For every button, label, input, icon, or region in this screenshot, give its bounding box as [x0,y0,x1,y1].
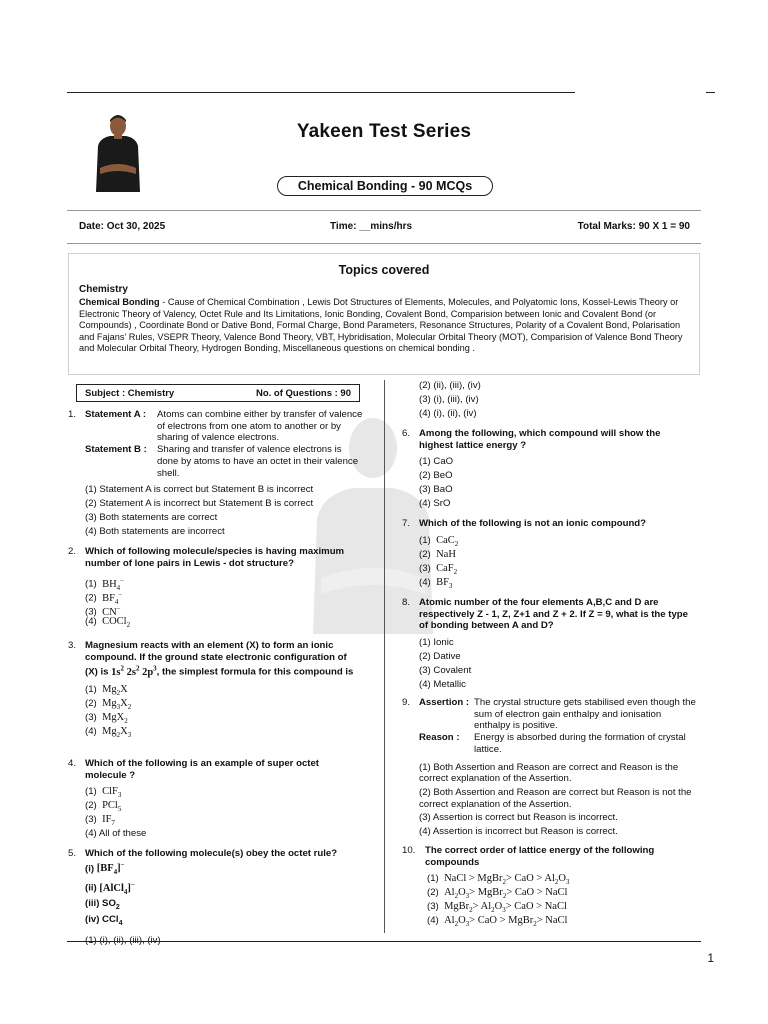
question-10 [402,845,702,928]
option[interactable] [85,573,364,592]
option[interactable]: (3) (i), (iii), (iv) [419,394,479,405]
species-item [85,879,364,898]
page-number: 1 [707,951,714,965]
option[interactable] [419,562,694,576]
species-item: (iv) CCl$_4$ [85,913,123,927]
option-formula: $Al_2O_3>$ CaO > MgBr$_2$> NaCl [444,915,568,929]
question-5 [68,848,364,948]
question-number: 2. [68,546,77,557]
meta-rule [67,243,701,244]
footer-rule [67,941,701,942]
option-formula: PCl$_5$ [102,800,122,814]
option-formula: $BF_3$ [436,576,453,590]
statement-b-text: Sharing and transfer of valence electrons is done by atoms to have an octet in their valence shell. [157,444,359,479]
option-formula: $Mg_3X_2$ [102,697,132,711]
question-6 [402,428,694,511]
option-number: (2) [85,592,97,604]
option[interactable] [427,900,702,914]
option[interactable] [85,785,358,799]
option-number: (4) [427,915,439,927]
option-number: (1) [427,873,439,885]
electron-configuration: $1s^2$ $2s^2$ $2p^3$ [111,664,157,678]
question-1 [68,409,364,539]
option-number: (3) [419,562,431,574]
option-formula: NaH [436,548,456,560]
option[interactable]: (1) Both Assertion and Reason are correct and Reason is the correct explanation of the Assertion. [419,761,679,785]
option[interactable]: (4) Assertion is incorrect but Reason is correct. [419,826,618,838]
option[interactable] [85,813,358,827]
question-5-continued [402,379,702,421]
option-formula: $IF_7$ [102,814,115,828]
option-formula: ClF$_3$ [102,786,122,800]
question-text-part: , the simplest formula for this compound is [156,666,354,678]
reason-text: Energy is absorbed during the formation of crystal lattice. [474,732,686,755]
option[interactable] [85,711,358,725]
option[interactable]: (1) Statement A is correct but Statement B is incorrect [85,484,314,496]
option[interactable]: (1) (i), (ii), (iii), (iv) [85,934,161,946]
option[interactable]: (4) SrO [419,498,451,510]
top-rule [67,92,575,93]
question-text: Which of the following molecule(s) obey the octet rule? [85,848,338,859]
option-number: (1) [85,578,97,590]
option-number: (2) [85,697,97,709]
option[interactable] [419,576,694,590]
option[interactable] [427,914,702,928]
option-formula: $BH_4^-$ [102,576,125,592]
option[interactable] [427,886,702,900]
topics-chapter: Chemical Bonding [79,297,160,307]
option-number: (4) [85,616,97,628]
question-7 [402,518,694,590]
topics-subject: Chemistry [79,284,128,295]
reason-label: Reason : [419,732,460,744]
column-divider [384,380,385,933]
option-formula: $Mg_2X$ [102,683,128,697]
subject-label: Subject : Chemistry [85,388,175,399]
option[interactable] [85,725,358,739]
date-label: Date: Oct 30, 2025 [79,221,166,232]
topics-box [68,253,700,375]
option-number: (2) [419,548,431,560]
option-formula: CaF$_2$ [436,562,458,576]
option[interactable]: (2) Both Assertion and Reason are correct but Reason is not the correct explanation of the Assertion. [419,786,692,810]
species-label: (iii) SO [85,898,116,910]
question-text [85,640,358,679]
option-formula: COCl$_2$ [102,616,131,630]
top-rule-short [706,92,715,93]
option[interactable]: (2) Dative [419,651,461,663]
test-subtitle-pill: Chemical Bonding - 90 MCQs [277,176,493,196]
option-formula: $Al_2O_3>$ MgBr$_2$> CaO > NaCl [444,887,568,901]
question-number: 5. [68,848,77,859]
time-label: Time: __mins/hrs [330,221,413,232]
species-list [85,860,364,930]
option[interactable] [419,548,694,562]
species-formula: $[BF_4]^-$ [96,860,125,877]
statement-b-label: Statement B : [85,444,147,456]
question-number: 7. [402,518,411,529]
question-count-label: No. of Questions : 90 [255,388,351,399]
option-number: (3) [85,711,97,723]
topics-list: - Cause of Chemical Combination , Lewis Dot Structures of Elements, Molecules, and Polyatomic Ions, Kossel-Lewis Theory or Electronic Theory of Valency, Octet Rule and Its Limitations, Ionic Bonding, Covalent Bond, Comparision between Ionic and Covalent Bond (or Compounds) , Coordinate Bond or Dative Bond, Formal Charge, Bond Parameters, Resonance Structures, Polarity of a Covalent Bond, Polarisation and Fajans' Rules, VSEPR Theory, Valence Bond Theory, VBT, Hybridisation, Molecular Orbital Theory (MOT), Comparision of Valence Bond Theory and Molecular Orbital Theory, Hydrogen Bonding, Miscellaneous questions on chemical bonding . [79,297,683,354]
species-label: (ii) [85,882,97,894]
option[interactable]: (3) Assertion is correct but Reason is incorrect. [419,812,618,824]
option[interactable]: (2) Statement A is incorrect but Statement B is correct [85,498,314,510]
question-number: 1. [68,409,77,420]
option-formula: $Mg_2X_3$ [102,725,132,739]
question-text: The correct order of lattice energy of the following compounds [425,845,655,868]
assertion-label: Assertion : [419,697,470,708]
question-text: Which of the following is an example of super octet molecule ? [85,758,320,781]
species-item: (iii) $SO_2$ [85,898,120,912]
page-title: Yakeen Test Series [296,121,472,142]
species-label: (i) [85,863,95,875]
question-9 [402,697,700,838]
option-number: (3) [85,606,97,618]
question-number: 6. [402,428,411,439]
option[interactable] [85,697,358,711]
header-rule [67,210,701,211]
option[interactable]: (4) Both statements are incorrect [85,526,225,538]
question-text-part: Magnesium reacts with an element (X) to form an ionic compound. If the ground state electronic configuration of (X) is [85,640,347,678]
question-number: 10. [402,845,416,856]
question-text: Which of the following is not an ionic compound? [419,518,647,529]
question-4 [68,758,358,841]
option-number: (4) [419,576,431,588]
question-3 [68,640,358,739]
question-text: Which of following molecule/species is having maximum number of lone pairs in Lewis - dot structure? [85,546,345,569]
option[interactable]: (4) (i), (ii), (iv) [419,408,477,419]
species-item [85,860,364,879]
subject-box [76,384,360,402]
option[interactable] [85,601,364,618]
statement-a-label: Statement A : [85,409,147,420]
option[interactable]: (1) CaO [419,456,454,468]
option-formula: CaC$_2$ [436,534,459,548]
option[interactable]: (3) Both statements are correct [85,512,218,524]
option-formula: MgBr$_2$> $Al_2O_3>$ CaO > NaCl [444,901,567,915]
question-8 [402,597,694,692]
option-number: (1) [85,683,97,695]
option[interactable]: (2) BeO [419,470,453,482]
option[interactable] [85,615,364,629]
topics-description [79,297,691,355]
option-number: (1) [85,786,97,798]
species-formula: [AlCl$_4$]− [99,880,135,896]
option[interactable]: (3) Covalent [419,665,472,677]
option[interactable] [85,587,364,606]
option[interactable]: (2) (ii), (iii), (iv) [419,380,481,391]
option[interactable]: (1) Ionic [419,637,454,649]
option-formula: $BF_4^-$ [102,590,123,606]
option-number: (2) [427,887,439,899]
option-number: (4) [85,725,97,737]
option-number: (2) [85,800,97,812]
option-formula: MgX$_2$ [102,711,128,725]
option-number: (1) [419,534,431,546]
option[interactable] [85,799,358,813]
topics-heading: Topics covered [338,263,430,277]
option[interactable] [419,534,694,548]
species-label: (iv) CCl [85,913,119,925]
question-text: Atomic number of the four elements A,B,C and D are respectively Z - 1, Z, Z+1 and Z + 2. If Z = 9, what is the type of bonding between A and D? [419,597,688,632]
option[interactable]: (4) All of these [85,828,147,840]
statement-a-text: Atoms can combine either by transfer of valence of electrons from one atom to another or by sharing of valence electrons. [157,409,363,444]
question-number: 9. [402,697,411,708]
option[interactable] [427,872,702,886]
option-number: (3) [427,901,439,913]
total-marks-label: Total Marks: 90 X 1 = 90 [577,221,690,232]
question-2 [68,546,364,629]
question-number: 4. [68,758,77,769]
question-number: 3. [68,640,77,651]
option[interactable]: (4) Metallic [419,679,466,691]
option[interactable]: (3) BaO [419,484,453,496]
question-number: 8. [402,597,411,608]
option[interactable] [85,683,358,697]
question-text: Among the following, which compound will show the highest lattice energy ? [419,428,661,451]
assertion-text: The crystal structure gets stabilised even though the sum of electron gain enthalpy and ionisation enthalpy is positive. [474,697,696,732]
option-formula: NaCl > MgBr$_2$> CaO > $Al_2O_3$ [444,873,570,887]
option-number: (3) [85,814,97,826]
option-formula: CN− [102,604,121,618]
